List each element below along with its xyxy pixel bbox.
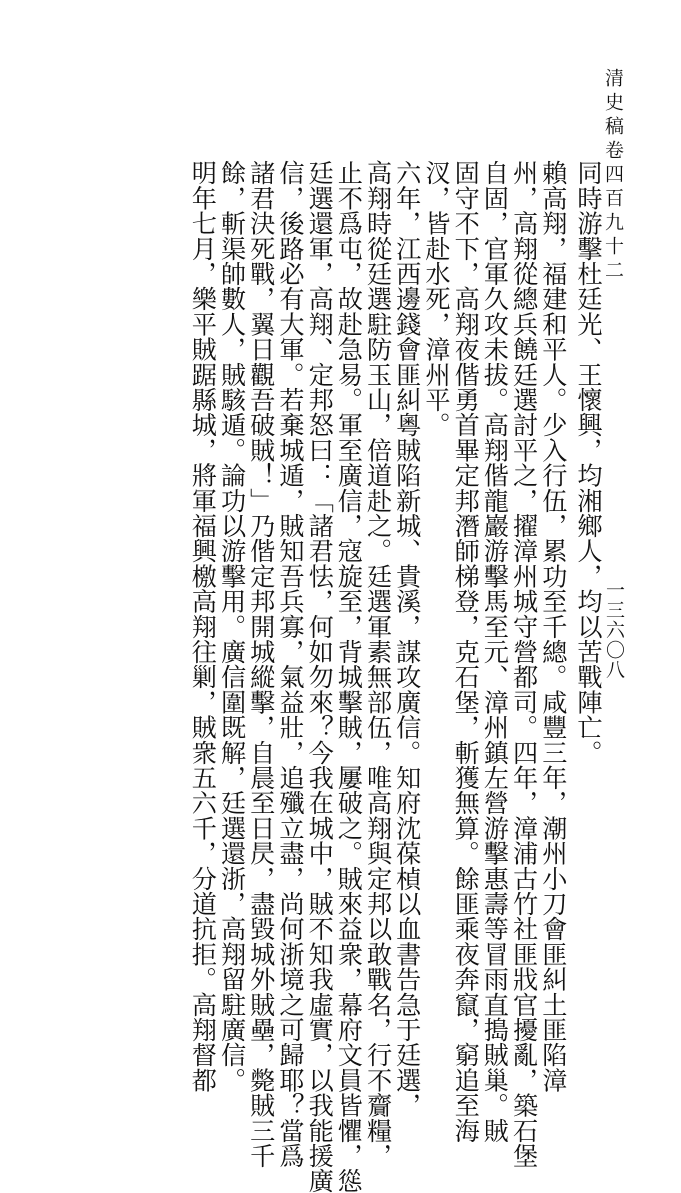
text-column: 汊，皆赴水死，漳州平。	[421, 160, 451, 438]
page-number: 一三六〇八	[603, 580, 625, 680]
text-column: 信，後路必有大軍。若棄城遁，賊知吾兵寡，氣益壯，追殲立盡，尚何浙境之可歸耶？當爲	[275, 160, 305, 1168]
text-column: 六年，江西邊錢會匪糾粵賊陷新城、貴溪，謀攻廣信。知府沈葆楨以血書告急于廷選，	[392, 160, 422, 1118]
text-column: 餘，斬渠帥數人，賊駭遁。論功以游擊用。廣信圍既解，廷選還浙，高翔留駐廣信。	[217, 160, 247, 1093]
text-column: 州，高翔從總兵饒廷選討平之，擢漳州城守營都司。四年，漳浦古竹社匪戕官擾亂，築石堡	[509, 160, 539, 1168]
body-text	[188, 160, 603, 1193]
text-column: 明年七月，樂平賊踞縣城，將軍福興檄高翔往剿，賊衆五六千，分道抗拒。高翔督都	[188, 160, 218, 1093]
text-column: 廷選還軍，高翔、定邦怒曰：「諸君怯，何如勿來？今我在城中，賊不知我虛實，以我能援廣	[305, 160, 335, 1193]
running-header-title: 清史稿卷四百九十二	[602, 68, 624, 284]
text-column: 自固，官軍久攻未拔。高翔偕龍巖游擊馬至元、漳州鎮左營游擊惠壽等冒雨直搗賊巢。賊	[480, 160, 510, 1143]
text-column: 固守不下，高翔夜偕勇首畢定邦潛師梯登，克石堡，斬獲無算。餘匪乘夜奔竄，窮追至海	[451, 160, 481, 1143]
text-column: 諸君決死戰，翼日觀吾破賊！」乃偕定邦開城縱擊，自晨至日昃，盡毀城外賊壘，斃賊三千	[246, 160, 276, 1168]
text-column: 高翔時從廷選駐防玉山，倍道赴之。廷選軍素無部伍，唯高翔與定邦以敢戰名，行不齎糧，	[363, 160, 393, 1168]
text-column: 賴高翔，福建和平人。少入行伍，累功至千總。咸豐三年，潮州小刀會匪糾土匪陷漳	[538, 160, 568, 1093]
text-column: 止不爲屯，故赴急易。軍至廣信，寇旋至，背城擊賊，屢破之。賊來益衆，幕府文員皆懼，慫	[334, 160, 364, 1193]
text-column: 同時游擊杜廷光、王懷興，均湘鄉人，均以苦戰陣亡。	[574, 160, 603, 765]
